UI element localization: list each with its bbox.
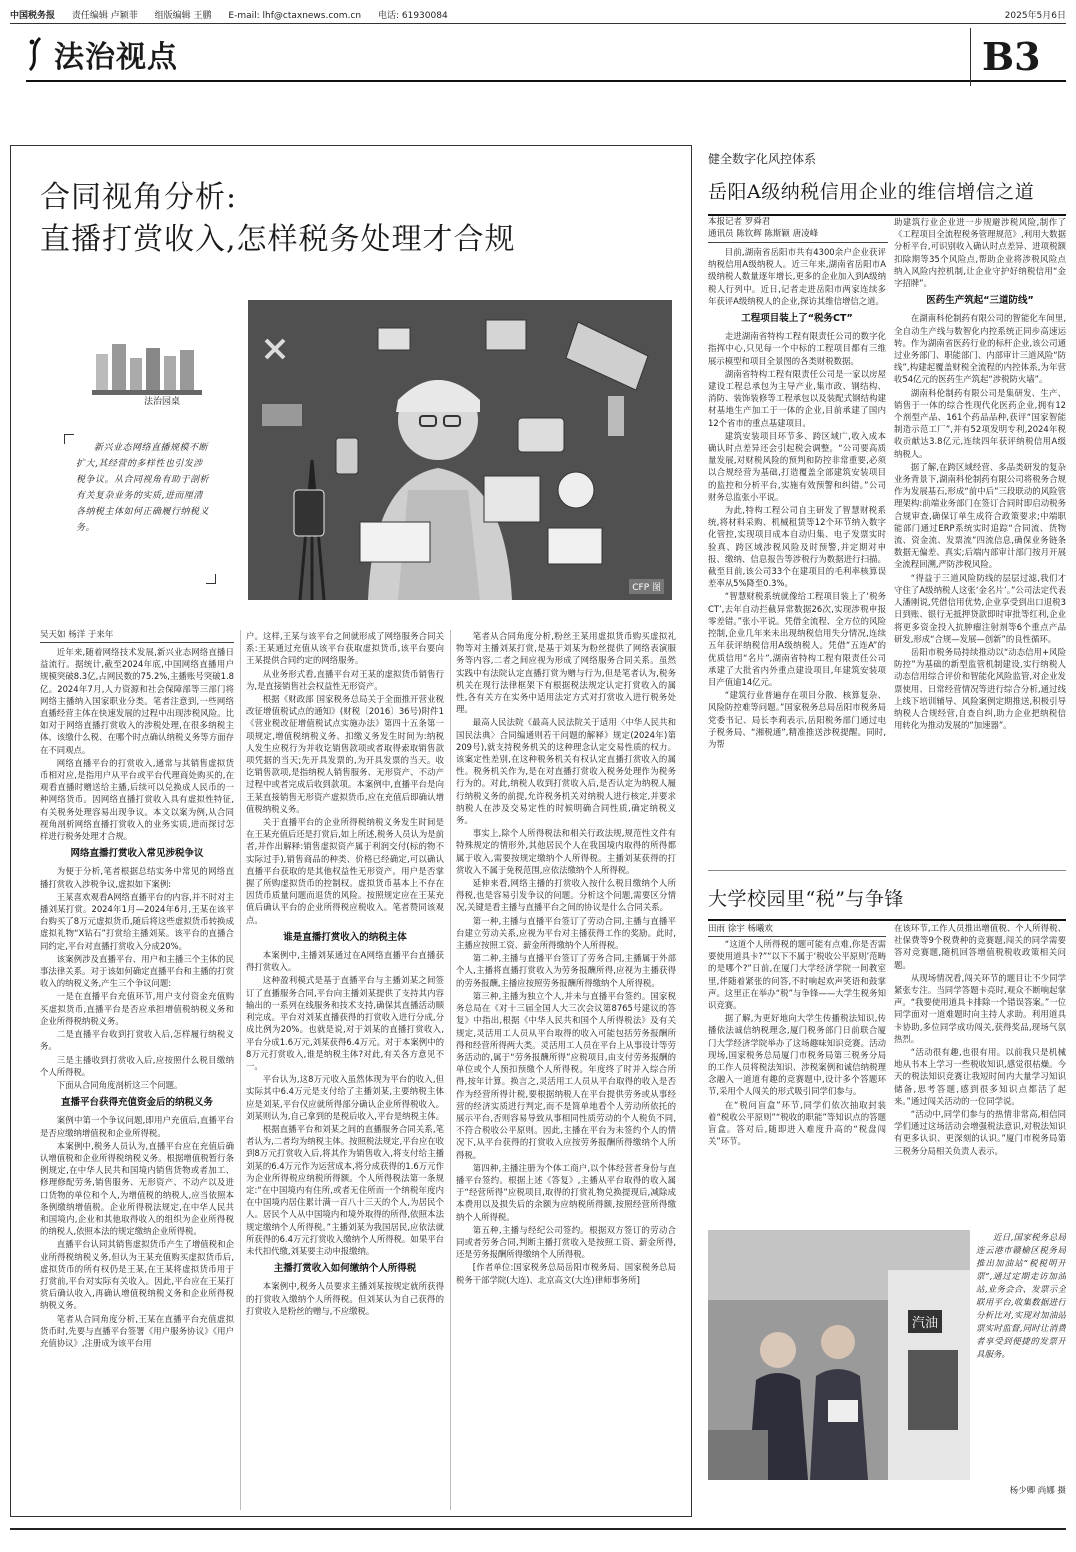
paragraph: 户。这样,王某与该平台之间就形成了网络服务合同关系:王某通过充值从该平台获取虚拟货币,该平台要向王某提供合同约定的网络服务。 bbox=[246, 631, 444, 666]
paragraph: 笔者从合同角度分析,王某在直播平台充值虚拟货币时,先要与直播平台签署《用户服务协议》《用户充值协议》,注册成为该平台用 bbox=[40, 1313, 234, 1348]
right-byline-2: 田雨 徐宇 杨曦欢 bbox=[708, 922, 886, 937]
paragraph: 直播平台认同其销售虚拟货币产生了增值税和企业所得税纳税义务,但认为王某充值购买虚拟货币后,虚拟货币的所有权仍是王某,在王某将虚拟货币用于打赏前,平台对实际有关收入。因此,平台应在王某打赏后确认收入,再确认增值税纳税义务和企业所得税纳税义务。 bbox=[40, 1239, 234, 1311]
section-header bbox=[26, 32, 266, 76]
paragraph: 第五种,主播与经纪公司签约。根据双方签订的劳动合同或者劳务合同,判断主播打赏收入是按照工资、薪金所得,还是劳务报酬所得缴纳个人所得税。 bbox=[456, 1224, 676, 1260]
main-col-3 bbox=[456, 630, 676, 1514]
abstract-box bbox=[64, 434, 216, 584]
right-1-col-2 bbox=[894, 216, 1066, 864]
paragraph: 走进湖南省特构工程有限责任公司的数字化指挥中心,只见每一个中标的工程项目都有三维展示模型和项目全景图的各类财税数据。 bbox=[708, 331, 886, 366]
livestream-illustration-icon bbox=[248, 300, 672, 600]
paragraph: 从现场情况看,闯关环节的题目让不少同学紧张专注。当同学答题卡亮时,观众不断响起掌声。“我要使用道具卡排除一个错误答案。”一位同学面对一道难题时向主持人求助。利用道具卡协助,多位同学成功闯关,获得奖品,现场气氛热烈。 bbox=[894, 972, 1066, 1044]
paragraph: 为便于分析,笔者根据总结实务中常见的网络直播打赏收入涉税争议,虚拟如下案例: bbox=[40, 866, 234, 889]
paragraph: 据了解,为更好地向大学生传播税法知识,传播依法诚信纳税理念,厦门税务部门日前联合厦门大学经济学院举办了这场趣味知识竞赛。活动现场,国家税务总局厦门市税务局第三税务分局的工作人员将税法知识、涉税案例和诚信纳税理念融入一道道有趣的竞赛题中,设计多个答题环节,采用个人闯关的形式吸引同学们参与。 bbox=[708, 1013, 886, 1097]
photo-sign: 汽油 bbox=[908, 1310, 942, 1333]
paragraph: 事实上,除个人所得税法和相关行政法规,规范性文件有特殊规定的情形外,其他居民个人在我国境内取得的所得都属于收入,需要按规定缴纳个人所得税。主播刘某获得的打赏收入不属于免税范围,应依法缴纳个人所得税。 bbox=[456, 828, 676, 875]
paragraph: 平台认为,这8万元收入虽然体现为平台的收入,但实际其中6.4万元是支付给了主播刘某,主要纳税主体应是刘某,平台仅应就所得部分确认企业所得税收入。刘某则认为,自己拿到的是税后收入,平台是纳税主体。 bbox=[246, 1074, 444, 1121]
page-number: B3 bbox=[982, 34, 1041, 79]
paragraph: 第三种,主播为独立个人,并未与直播平台签约。国家税务总局在《对十三届全国人大三次会议第8765号建议的答复》中指出,根据《中华人民共和国个人所得税法》及有关规定,灵活用工人员从平台取得的收入可能包括劳务报酬所得和经营所得两大类。灵活用工人员在平台上从事设计等劳务活动的,属于“劳务报酬所得”应税项目,由支付劳务报酬的单位或个人预扣预缴个人所得税。年度终了时并入综合所得,按年计算。换言之,灵活用工人员从平台取得的收入是否作为经营所得计税,要根据纳税人在平台提供劳务或从事经营的经济实质进行判定,而不是简单地看个人劳动所依托的展示平台,否则容易导致从事相同性质劳动的个人税负不同,不符合税收公平原则。因此,主播在平台为未签约个人的情况下,从平台获得的打赏收入应按劳务报酬所得缴纳个人所得税。 bbox=[456, 990, 676, 1160]
paragraph: 本案例中,税务人员认为,直播平台应在充值后确认增值税和企业所得税纳税义务。根据增值税暂行条例规定,在中华人民共和国境内销售货物或者加工、修理修配劳务,销售服务、无形资产、不动产以及进口货物的单位和个人,为增值税的纳税人,应当依照本条例缴纳增值税。企业所得税法规定,在中华人民共和国境内,企业和其他取得收入的组织为企业所得税的纳税人,依照本法的规定缴纳企业所得税。 bbox=[40, 1140, 234, 1237]
roundtable-figures-icon bbox=[92, 334, 202, 396]
sub-heading: 谁是直播打赏收入的纳税主体 bbox=[283, 931, 407, 943]
paragraph: 在“税问盲盒”环节,同学们依次抽取封装着“税收公平原则”“税收的职能”等知识点的答题盲盒。答对后,随即进入难度升高的“税盘闯关”环节。 bbox=[708, 1099, 886, 1147]
byline-correspondents: 通讯员 陈钦辉 陈斯颖 唐凌峰 bbox=[708, 228, 888, 243]
main-col-1 bbox=[40, 646, 234, 1514]
column-label: 法治园桌 bbox=[144, 397, 181, 407]
paragraph: 案例中第一个争议问题,即用户充值后,直播平台是否应缴纳增值税和企业所得税。 bbox=[40, 1115, 234, 1138]
main-col-2 bbox=[246, 630, 444, 1514]
main-headline bbox=[40, 178, 680, 262]
paragraph: 王某喜欢观看A网络直播平台的内容,并不时对主播刘某打赏。2024年1月—2024年6月,王某在该平台购买了8万元虚拟货币,随后将这些虚拟货币转换成虚拟礼物“X钻石”打赏给主播刘某。该平台的直播合同约定,平台对直播打赏收入分成20%。 bbox=[40, 891, 234, 951]
paragraph: 根据直播平台和刘某之间的直播服务合同关系,笔者认为,二者均为纳税主体。按照税法规定,平台应在收到8万元打赏收入后,将其作为销售收入,将支付给主播刘某的6.4万元作为运营成本,将分成获得的1.6万元作为企业所得税应纳税所得额。个人所得税法第一条规定:“在中国境内有住所,或者无住所而一个纳税年度内在中国境内居住累计满一百八十三天的个人,为居民个人。居民个人从中国境内和境外取得的所得,依照本法规定缴纳个人所得税。”主播刘某为我国居民,应依法就所获得的6.4万元打赏收入缴纳个人所得税。如果平台未代扣代缴,刘某要主动申报缴纳。 bbox=[246, 1123, 444, 1256]
paragraph: 在该环节,工作人员推出增值税、个人所得税、社保费等9个税费种的竞赛题,闯关的同学需要答对竞赛题,随机回答增值税税收政策相关问题。 bbox=[894, 923, 1066, 970]
headline-line-2: 直播打赏收入,怎样税务处理才合规 bbox=[40, 222, 516, 257]
illustration bbox=[248, 300, 672, 600]
paragraph: 这种盈利模式是基于直播平台与主播刘某之间签订了直播服务合同,平台向主播刘某提供了支持其内容输出的一系列在线服务和技术支持,确保其直播活动顺利完成。平台对刘某直播获得的打赏收入进行分成,分成比例为20%。也就是说,对于刘某的直播打赏收入,平台分成1.6万元,刘某获得6.4万元。对于本案例中的8万元打赏收入,谁是纳税主体?对此,有关各方意见不一。 bbox=[246, 975, 444, 1071]
sub-heading: 主播打赏收入如何缴纳个人所得税 bbox=[273, 1263, 417, 1275]
paragraph: “活动中,同学们参与的热情非常高,相信同学们通过这场活动会增强税法意识,对税法知识有更多认识、更深刻的认识。”厦门市税务局第三税务分局相关负责人表示。 bbox=[894, 1109, 1066, 1156]
paragraph: 第四种,主播注册为个体工商户,以个体经营者身份与直播平台签约。根据上述《答复》,主播从平台取得的收入属于“经营所得”应税项目,取得的打赏礼物兑换提现后,减除成本费用以及损失后的余额为应纳税所得额,按照经营所得缴纳个人所得税。 bbox=[456, 1162, 676, 1222]
paragraph: 该案例涉及直播平台、用户和主播三个主体的民事法律关系。对于该如何确定直播平台和主播的打赏收入的纳税义务,产生三个争议问题: bbox=[40, 953, 234, 989]
paragraph: 三是主播收到打赏收入后,应按照什么税目缴纳个人所得税。 bbox=[40, 1054, 234, 1077]
paragraph: 最高人民法院《最高人民法院关于适用〈中华人民共和国民法典〉合同编通则若干问题的解释》规定(2024年)第209号),就支持税务机关的这种理念认定交易性质的权力。该案定性差别,在这种税务机关有权认定直播打赏收入的属性。税务机关作为,是在对直播打赏收入税务处理作为税务行为的。对此,纳税人收到打赏收入后,是否认定为纳税人履行纳税义务的前提,允许税务机关对纳税人进行核定,并要求纳税人在涉及交易定性的时候明确合同性质,确定纳税义务。 bbox=[456, 717, 676, 826]
right-byline-1 bbox=[708, 216, 888, 243]
paragraph: 从业务形式看,直播平台对王某的虚拟货币销售行为,是直接销售社会权益性无形资产。 bbox=[246, 668, 444, 691]
paragraph: [作者单位:国家税务总局岳阳市税务局、国家税务总局税务干部学院(大连)、北京高文(大连)律师事务所] bbox=[456, 1262, 676, 1285]
paragraph: 助建筑行业企业进一步规避涉税风险,制作了《工程项目全流程税务管理规范》,利用大数据分析平台,可识别收入确认时点差异、进项税额扣除期等35个风险点,帮助企业将涉税风险点纳入风险内控机制,让企业守护好纳税信用“金字招牌”。 bbox=[894, 217, 1066, 289]
column-logo bbox=[92, 334, 202, 414]
paragraph: 目前,湖南省岳阳市共有4300余户企业获评纳税信用A级纳税人。近三年来,湖南省岳阳市A级纳税人数量逐年增长,更多的企业加入到A级纳税人行列中。近日,记者走进岳阳市两家连续多年获评A级纳税人的企业,探访其维信增信之道。 bbox=[708, 247, 886, 306]
right-article-1-header bbox=[708, 150, 1066, 216]
paragraph: 建筑安装项目环节多、跨区域广,收入成本确认时点差异还会引起税会调整。“公司要高质量发展,对财税风险的预判和防控非常重要,必须以合规经营为基础,打造覆盖全部建筑安装项目的监控和分析平台,实施有效预警和纠错。”公司财务总监张小平说。 bbox=[708, 430, 886, 502]
sub-heading: 工程项目装上了“税务CT” bbox=[741, 313, 853, 325]
abstract-text: 新兴业态网络直播规模不断扩大,其经营的多样性也引发涉税争议。从合同视角有助于剖析有关复杂业务的实质,进而厘清各纳税主体如何正确履行纳税义务。 bbox=[76, 443, 210, 533]
paragraph: 一是在直播平台充值环节,用户支付资金充值购买虚拟货币,直播平台是否应承担增值税纳税义务和企业所得税纳税义务。 bbox=[40, 991, 234, 1026]
email: E-mail: lhf@ctaxnews.com.cn bbox=[228, 11, 362, 21]
main-byline: 吴天如 杨洋 于来年 bbox=[40, 628, 234, 643]
paragraph: 第一种,主播与直播平台签订了劳动合同,主播与直播平台建立劳动关系,应视为平台对主播获得工作的奖励。此时,主播应按照工资、薪金所得缴纳个人所得税。 bbox=[456, 915, 676, 951]
paragraph: “智慧财税系统就像给工程项目装上了‘税务CT’,去年自动拦截异常数据26次,实现涉税申报零差错。”张小平说。凭借全流程、全方位的风险控制,企业几年来未出现纳税信用失分情况,连续五年获评纳税信用A级纳税人。凭借“五连A”的优质信用“名片”,湖南省特构工程有限责任公司承建了大批省内外重点建设项目,年建筑安装项目产值逾14亿元。 bbox=[708, 591, 886, 687]
photo-caption: 近日,国家税务总局连云港市赣榆区税务局推出加油站“税税明开票”,通过定期走访加油站,业务会合、发票示全联用平台,收集数据进行分析比对,实现对加油站票实时监督,同时让消费者享受到便捷的发票开具服务。 bbox=[976, 1233, 1066, 1360]
bottom-rule bbox=[10, 1528, 1066, 1530]
sub-heading: 网络直播打赏收入常见涉税争议 bbox=[70, 848, 204, 860]
right-2-col-1 bbox=[708, 938, 886, 1222]
paragraph: 延伸来看,网络主播的打赏收入按什么税目缴纳个人所得税,也是容易引发争议的问题。分析这个问题,需要区分情况,关键是看主播与直播平台之间的协议是什么合同关系。 bbox=[456, 878, 676, 913]
paragraph: 本案例中,税务人员要求主播刘某按规定就所获得的打赏收入缴纳个人所得税。但刘某认为自己获得的打赏收入是粉丝的赠与,不应缴税。 bbox=[246, 1281, 444, 1316]
section-title: 法治视点 bbox=[54, 40, 178, 75]
paragraph: 网络直播平台的打赏收入,通常与其销售虚拟货币相对应,是指用户从平台或平台代理商处购买的,在观看直播时赠送给主播,后续可以兑换成人民币的一种网络货币。因网络直播打赏收入具有虚拟性特征,有关税务处理容易出现争议。本文以案为例,从合同视角剖析网络直播打赏收入的业务实质,进而探讨怎样进行税务处理才合规。 bbox=[40, 757, 234, 842]
paragraph: 二是直播平台收到打赏收入后,怎样履行纳税义务。 bbox=[40, 1029, 234, 1052]
paragraph: 湖南科伦制药有限公司是集研发、生产、销售于一体的综合性现代化医药企业,拥有12个剂型产品、161个药品品种,获评“国家智能制造示范工厂”,并有52项发明专利,2024年税收贡献达3.8亿元,连续四年获评纳税信用A级纳税人。 bbox=[894, 387, 1066, 459]
right-2-col-2 bbox=[894, 922, 1066, 1222]
paper-name: 中国税务报 bbox=[10, 11, 56, 21]
headline-line-1: 合同视角分析: bbox=[40, 180, 238, 215]
byline-reporter: 本报记者 罗舜君 bbox=[708, 217, 771, 227]
paragraph: 岳阳市税务局持续推动以“动态信用+风险防控”为基础的新型监管机制建设,实行纳税人动态信用综合评价和智能化风险监管,对企业发票使用、日常经营情况等进行综合分析,通过线上线下培训辅导、风险案例定期推送,积极引导纳税人合规经营,自查自纠,助力企业把纳税信用转化为推动发展的“加速器”。 bbox=[894, 646, 1066, 731]
page-number-box bbox=[970, 26, 1066, 88]
section-ornament-icon bbox=[26, 34, 48, 74]
paragraph: 在湖南科伦制药有限公司的智能化车间里,全自动生产线与数智化内控系统正同步高速运转。作为湖南省医药行业的标杆企业,该公司通过业务部门、职能部门、内部审计三道风险“防线”,构建起覆盖财税全流程的内控体系,为年营收54亿元的医药生产筑起“涉税防火墙”。 bbox=[894, 313, 1066, 385]
gas-station-photo-icon bbox=[708, 1230, 970, 1480]
sub-heading: 直播平台获得充值资金后的纳税义务 bbox=[60, 1097, 213, 1109]
masthead-rule bbox=[10, 23, 1066, 24]
kicker: 健全数字化风控体系 bbox=[708, 152, 817, 166]
issue-date: 2025年5月6日 bbox=[1004, 11, 1066, 21]
paragraph: 本案例中,主播刘某通过在A网络直播平台直播获得打赏收入。 bbox=[246, 950, 444, 973]
paragraph: “这道个人所得税的题可能有点难,你是否需要使用道具卡?”“以下不属于‘税收公平原则’范畴的是哪个?”日前,在厦门大学经济学院一间教室里,伴随着紧张的问答,不时响起欢声笑语和鼓掌声。这里正在举办“税”与争锋——大学生税务知识竞赛。 bbox=[708, 939, 886, 1011]
right-article-2-header bbox=[708, 884, 1066, 921]
paragraph: 湖南省特构工程有限责任公司是一家以房屋建设工程总承包为主导产业,集市政、钢结构、消防、装饰装修等工程承包以及装配式钢结构建材基地生产加工于一体的企业,目前承建了国内12个省市的重点基建项目。 bbox=[708, 368, 886, 428]
illustration-credit: CFP 图 bbox=[629, 579, 664, 594]
paragraph: 关于直播平台的企业所得税纳税义务发生时间是在王某充值后还是打赏后,如上所述,税务人员认为是前者,并作出解释:销售虚拟资产属于利润交付(标的物不实际过手),销售商品的种类、价格已经确定,可以确认直播平台获取的是其他权益性无形资产。用户是否掌握了所购虚拟货币的控制权。虚拟货币基本上不存在因货币质量问题而退货的风险。按照规定应在王某充值后确认平台的企业所得税应税收入。笔者赞同该观点。 bbox=[246, 817, 444, 925]
layout-editor: 组版编辑 王鹏 bbox=[154, 11, 212, 21]
paragraph: 下面从合同角度剖析这三个问题。 bbox=[56, 1079, 183, 1090]
paragraph: “建筑行业普遍存在项目分散、核算复杂、风险防控难等问题。”国家税务总局岳阳市税务局党委书记、局长李莉表示,岳阳税务部门通过电子税务局、“湘税通”,精准推送涉税提醒。同时,为帮 bbox=[708, 690, 886, 749]
sub-heading: 医药生产筑起“三道防线” bbox=[926, 295, 1034, 307]
paragraph: 近年来,随着网络技术发展,新兴业态网络直播日益流行。据统计,截至2024年底,中国网络直播用户规模突破8.3亿,占网民数的75.2%,主播账号突破1.8亿。2024年7月,人力资源和社会保障部等三部门将网络主播纳入国家职业分类。笔者注意到,一些网络直播经营主体在快速发展的过程中出现涉税风险。比如对于网络直播打赏收入的涉税处理,在很多纳税主体、该缴什么税、在哪个时点确认纳税义务等方面存在不同观点。 bbox=[40, 647, 234, 755]
paragraph: “活动很有趣,也很有用。以前我只是机械地从书本上学习一些税收知识,感觉很枯燥。今天的税法知识竞赛让我短时间内大量学习知识储备,思考答题,感到很多知识点都活了起来。”通过闯关活动的一位同学说。 bbox=[894, 1047, 1066, 1106]
right-headline-2: 大学校园里“税”与争锋 bbox=[708, 888, 904, 910]
news-photo bbox=[708, 1230, 970, 1480]
phone: 电话: 61930084 bbox=[377, 11, 448, 21]
paragraph: “得益于三道风险防线的层层过滤,我们才守住了A级纳税人这张‘金名片’。”公司法定代表人潘刚说,凭借信用优势,企业享受到出口退税3日到账、银行无抵押贷款即时审批等红利,企业将更多资金投入抗肿瘤注射剂等6个重点产品研发,形成“合规—发展—创新”的良性循环。 bbox=[894, 572, 1066, 644]
photo-credit: 杨少卿 尚娜 摄 bbox=[1009, 1486, 1066, 1496]
masthead-bar bbox=[10, 8, 1066, 22]
right-1-col-1 bbox=[708, 246, 886, 864]
paragraph: 第二种,主播与直播平台签订了劳务合同,主播属于外部个人,主播将直播打赏收入为劳务报酬所得,应视为主播获得的劳务报酬,主播应按照劳务报酬所得缴纳个人所得税。 bbox=[456, 953, 676, 988]
section-rule bbox=[26, 80, 1066, 82]
paragraph: 为此,特构工程公司自主研发了智慧财税系统,将材料采购、机械租赁等12个环节纳入数字化管控,实现项目成本自动归集、电子发票实时验真、跨区域涉税风险及时预警,并定期对申报、缴纳、信息报告等涉税行为数据进行扫描。截至目前,该公司33个在建项目的毛利率核算误差率从5%降至0.3%。 bbox=[708, 505, 886, 589]
paragraph: 据了解,在跨区域经营、多品类研发的复杂业务背景下,湖南科伦制药有限公司将税务合规作为发展基石,形成“前中后”三段联动的风险管理架构:前端业务部门在签订合同时即启动税务合规审查,确保订单生成符合政策要求;中端职能部门通过ERP系统实时追踪“合同流、货物流、资金流、发票流”四流信息,确保业务链条数据无偏差、真实;后端内部审计部门按月开展全流程回溯,严防涉税风险。 bbox=[894, 461, 1066, 570]
right-headline-1: 岳阳A级纳税信用企业的维信增信之道 bbox=[708, 181, 1035, 203]
paragraph: 根据《财政部 国家税务总局关于全面推开营业税改征增值税试点的通知》(财税〔2016〕36号)附件1《营业税改征增值税试点实施办法》第四十五条第一项规定,增值税纳税义务、扣缴义务发生时间为:纳税人发生应税行为并收讫销售款项或者取得索取销售款项凭据的当天;先开具发票的,为开具发票的当天。收讫销售款项,是指纳税人销售服务、无形资产、不动产过程中或者完成后收到款项。本案例中,直播平台是向王某直接销售无形资产虚拟货币,应在充值后即确认增值税纳税义务。 bbox=[246, 694, 444, 814]
paragraph: 笔者从合同角度分析,粉丝王某用虚拟货币购买虚拟礼物等对主播刘某打赏,是基于刘某为粉丝提供了网络表演服务等内容,二者之间应视为形成了网络服务合同关系。虽然实践中有法院认定直播打赏为赠与行为,但是笔者认为,税务机关在现行法律框架下有根据税法规定认定打赏收入的属性,各有关方在实务中适用法定方式对打赏收入进行税务处理。 bbox=[456, 631, 676, 715]
editor: 责任编辑 卢颖菲 bbox=[71, 11, 138, 21]
